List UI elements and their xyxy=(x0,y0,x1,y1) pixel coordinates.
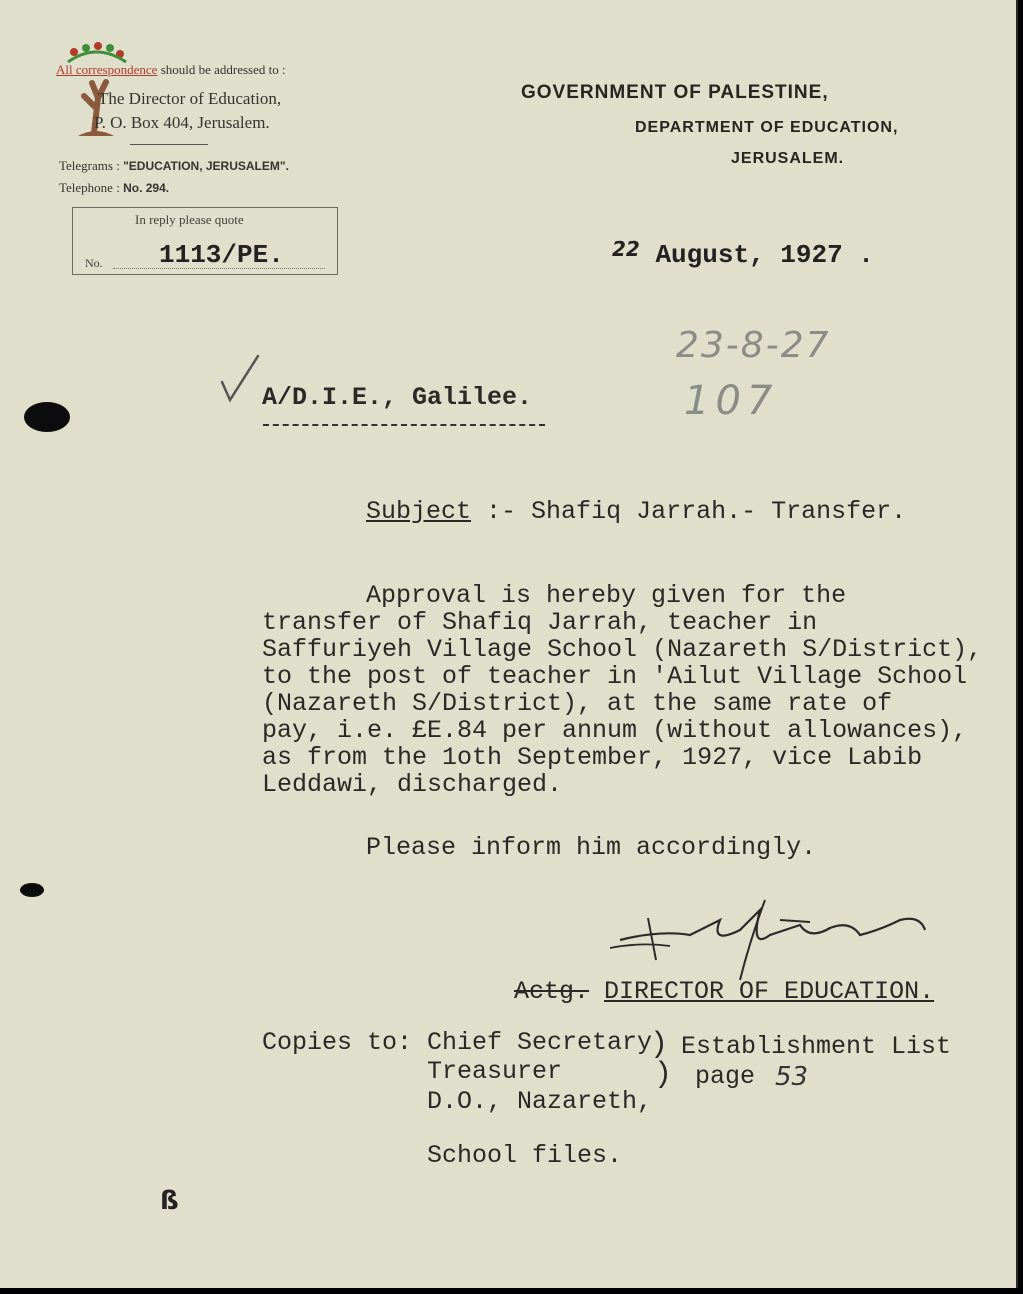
page-label: page xyxy=(695,1062,756,1091)
department-heading: DEPARTMENT OF EDUCATION, xyxy=(635,119,899,136)
reply-reference-box xyxy=(72,207,338,275)
body-line: as from the 1oth September, 1927, vice Labib xyxy=(262,743,923,772)
government-heading: GOVERNMENT OF PALESTINE, xyxy=(521,82,829,103)
director-title: DIRECTOR OF EDUCATION. xyxy=(604,977,935,1006)
copy-recipient: Chief Secretary xyxy=(427,1028,653,1057)
reply-no-label: No. xyxy=(85,256,103,270)
received-date-pencil: 23-8-27 xyxy=(676,325,831,366)
punch-hole xyxy=(24,402,70,432)
telegrams-value: "EDUCATION, JERUSALEM". xyxy=(123,159,289,173)
telephone-value: No. 294. xyxy=(123,181,170,195)
school-files: School files. xyxy=(427,1141,623,1170)
city-heading: JERUSALEM. xyxy=(731,150,845,167)
received-number-pencil: 107 xyxy=(684,378,779,424)
bracket-bottom: ) xyxy=(654,1058,673,1092)
telegrams-line xyxy=(59,158,289,174)
reply-caption: In reply please quote xyxy=(135,212,244,227)
telegrams-label: Telegrams : xyxy=(59,158,120,173)
address-line-2: P. O. Box 404, Jerusalem. xyxy=(94,113,270,132)
checkmark-icon xyxy=(218,352,262,406)
establishment-list: Establishment List xyxy=(681,1032,952,1061)
body-line: Saffuriyeh Village School (Nazareth S/District), xyxy=(262,635,983,664)
body-line: transfer of Shafiq Jarrah, teacher in xyxy=(262,608,818,637)
page-number-handwritten: 53 xyxy=(775,1062,809,1092)
subject-line xyxy=(366,497,906,526)
body-paragraph xyxy=(262,582,982,798)
copy-recipient: D.O., Nazareth, xyxy=(427,1087,653,1116)
punch-hole xyxy=(20,883,44,897)
subject-text: :- Shafiq Jarrah.- Transfer. xyxy=(486,497,907,526)
address-line-1: The Director of Education, xyxy=(98,89,282,108)
body-line: (Nazareth S/District), at the same rate of xyxy=(262,689,893,718)
date-day: 22 xyxy=(612,237,640,261)
correspondence-rest: should be addressed to : xyxy=(157,62,286,77)
letter-date xyxy=(612,237,874,270)
telephone-label: Telephone : xyxy=(59,180,120,195)
bracket-top: ) xyxy=(650,1028,669,1062)
copy-recipient: Treasurer xyxy=(427,1057,563,1086)
handwritten-signature xyxy=(600,890,940,990)
subject-label: Subject xyxy=(366,497,472,526)
correspondence-note xyxy=(56,62,286,78)
signature-block xyxy=(514,977,934,1006)
acting-prefix: Actg. xyxy=(514,977,590,1006)
divider xyxy=(130,144,208,145)
date-rest: August, 1927 . xyxy=(655,240,874,270)
reply-number: 1113/PE. xyxy=(159,240,284,270)
body-line: pay, i.e. £E.84 per annum (without allowances), xyxy=(262,716,968,745)
body-line: to the post of teacher in 'Ailut Village School xyxy=(262,662,968,691)
body-line: Approval is hereby given for the xyxy=(366,581,847,610)
correspondence-lead: All correspondence xyxy=(56,62,158,77)
addressee: A/D.I.E., Galilee. xyxy=(262,383,533,412)
telephone-line xyxy=(59,180,169,196)
binding-mark: ß xyxy=(160,1186,179,1216)
body-line: Leddawi, discharged. xyxy=(262,770,563,799)
addressee-underline xyxy=(263,424,545,426)
copies-label: Copies to: xyxy=(262,1028,413,1057)
closing-line: Please inform him accordingly. xyxy=(366,833,817,862)
